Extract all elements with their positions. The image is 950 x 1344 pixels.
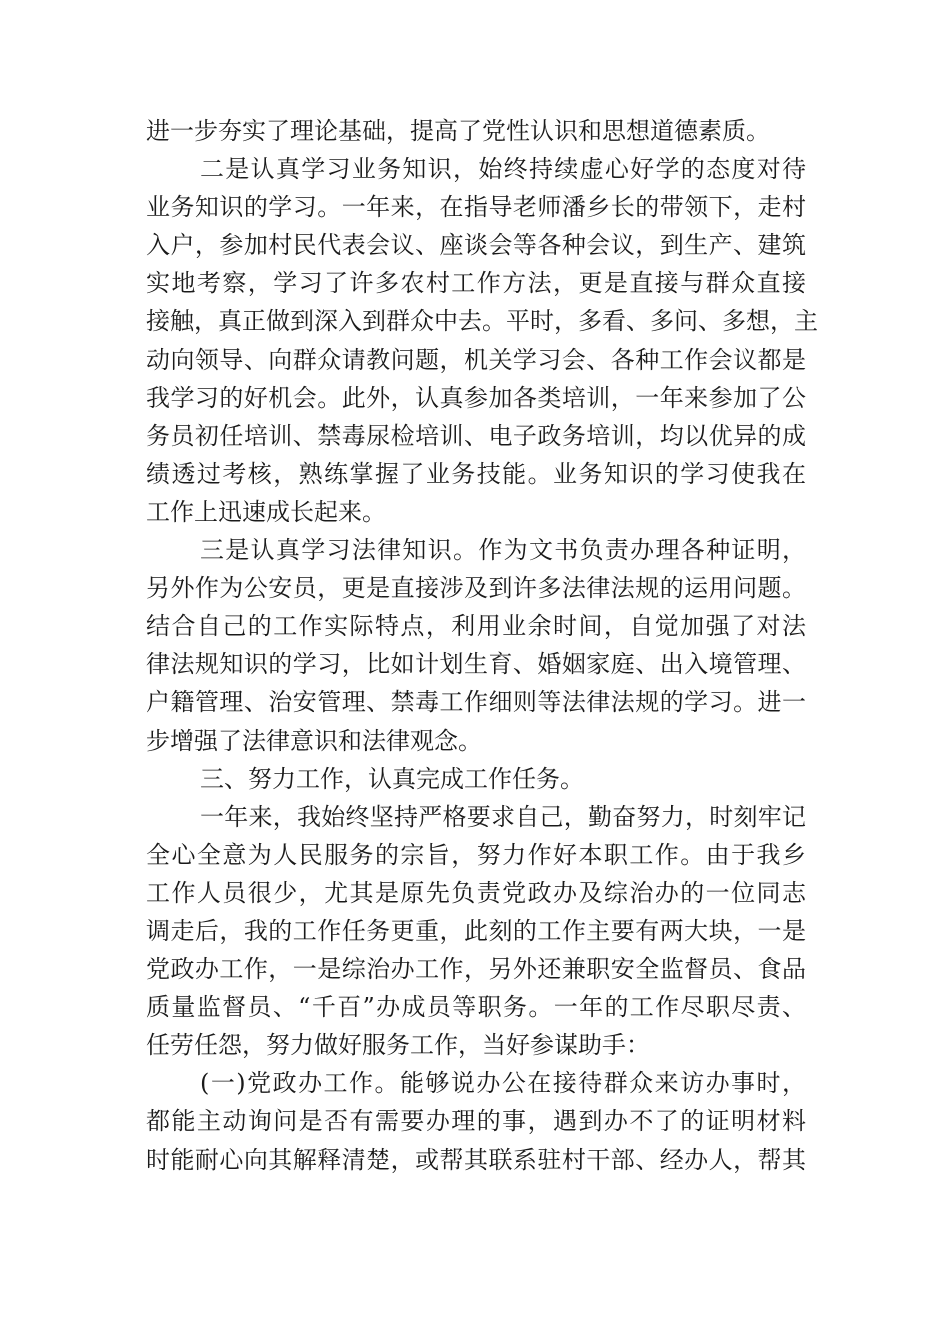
text-line: 进一步夯实了理论基础，提高了党性认识和思想道德素质。 <box>146 117 770 145</box>
text-line: 另外作为公安员，更是直接涉及到许多法律法规的运用问题。 <box>146 574 806 603</box>
text-line: 户籍管理、治安管理、禁毒工作细则等法律法规的学习。进一 <box>146 688 806 717</box>
text-line: 律法规知识的学习，比如计划生育、婚姻家庭、出入境管理、 <box>146 650 806 679</box>
text-line: 二是认真学习业务知识，始终持续虚心好学的态度对待 <box>200 155 806 184</box>
text-line: 调走后，我的工作任务更重，此刻的工作主要有两大块，一是 <box>146 916 806 945</box>
text-line: 绩透过考核，熟练掌握了业务技能。业务知识的学习使我在 <box>146 459 806 488</box>
text-line: 步增强了法律意识和法律观念。 <box>146 726 482 755</box>
text-line: 一年来，我始终坚持严格要求自己，勤奋努力，时刻牢记 <box>200 802 806 831</box>
document-body-text <box>146 112 818 1179</box>
text-line: 业务知识的学习。一年来，在指导老师潘乡长的带领下，走村 <box>146 193 806 222</box>
text-line: 入户，参加村民代表会议、座谈会等各种会议，到生产、建筑 <box>146 231 806 260</box>
text-line: 党政办工作，一是综治办工作，另外还兼职安全监督员、食品 <box>146 955 806 984</box>
text-line: 三、努力工作，认真完成工作任务。 <box>200 764 584 793</box>
text-line: 任劳任怨，努力做好服务工作，当好参谋助手： <box>146 1031 650 1060</box>
text-line: 动向领导、向群众请教问题，机关学习会、各种工作会议都是 <box>146 345 806 374</box>
text-line: 都能主动询问是否有需要办理的事，遇到办不了的证明材料 <box>146 1107 806 1136</box>
text-line: 实地考察，学习了许多农村工作方法，更是直接与群众直接 <box>146 269 806 298</box>
text-line: 我学习的好机会。此外，认真参加各类培训，一年来参加了公 <box>146 383 806 412</box>
text-line: 质量监督员、“千百”办成员等职务。一年的工作尽职尽责、 <box>146 993 806 1022</box>
text-line: 三是认真学习法律知识。作为文书负责办理各种证明， <box>200 536 806 565</box>
text-line: (一)党政办工作。能够说办公在接待群众来访办事时， <box>200 1069 806 1098</box>
text-line: 工作上迅速成长起来。 <box>146 497 386 526</box>
text-line: 时能耐心向其解释清楚，或帮其联系驻村干部、经办人，帮其 <box>146 1145 806 1174</box>
text-line: 工作人员很少，尤其是原先负责党政办及综治办的一位同志 <box>146 878 806 907</box>
text-line: 结合自己的工作实际特点，利用业余时间，自觉加强了对法 <box>146 612 806 641</box>
text-line: 务员初任培训、禁毒尿检培训、电子政务培训，均以优异的成 <box>146 421 806 450</box>
text-line: 全心全意为人民服务的宗旨，努力作好本职工作。由于我乡 <box>146 840 806 869</box>
text-line: 接触，真正做到深入到群众中去。平时，多看、多问、多想，主 <box>146 307 818 336</box>
